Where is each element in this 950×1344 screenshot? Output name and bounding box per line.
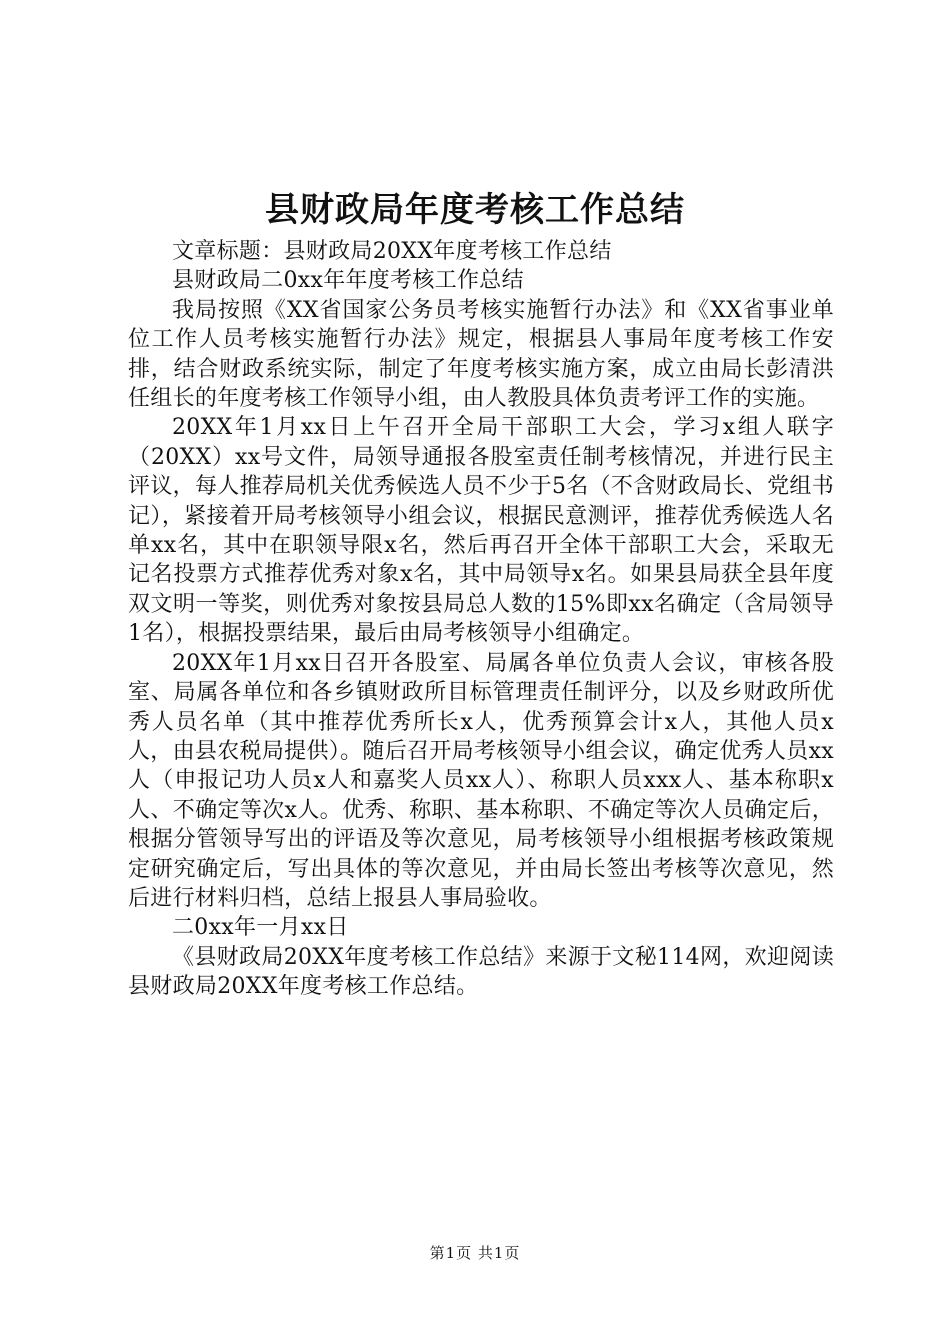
- document-body: [128, 237, 834, 1002]
- source-note: 《县财政局20XX年度考核工作总结》来源于文秘114网，欢迎阅读县财政局20XX年度考核工作总结。: [128, 944, 834, 1000]
- article-title-line: 文章标题：县财政局20XX年度考核工作总结: [172, 239, 612, 264]
- subtitle-line: 县财政局二0xx年年度考核工作总结: [172, 268, 524, 294]
- page-footer: 第1页 共1页: [429, 1244, 521, 1262]
- paragraph-intro: 我局按照《XX省国家公务员考核实施暂行办法》和《XX省事业单位工作人员考核实施暂行办法》规定，根据县人事局年度考核工作安排，结合财政系统实际，制定了年度考核实施方案，成立由局长彭清洪任组长的年度考核工作领导小组，由人教股具体负责考评工作的实施。: [128, 297, 834, 412]
- document-title: 县财政局年度考核工作总结: [265, 190, 685, 230]
- paragraph-department-meeting: 20XX年1月xx日召开各股室、局属各单位负责人会议，审核各股室、局属各单位和各乡镇财政所目标管理责任制评分，以及乡财政所优秀人员名单（其中推荐优秀所长x人，优秀预算会计x人，其他人员x人，由县农税局提供）。随后召开局考核领导小组会议，确定优秀人员xx人（申报记功人员x人和嘉奖人员xx人）、称职人员xxx人、基本称职x人、不确定等次x人。优秀、称职、基本称职、不确定等次人员确定后，根据分管领导写出的评语及等次意见，局考核领导小组根据考核政策规定研究确定后，写出具体的等次意见，并由局长签出考核等次意见，然后进行材料归档，总结上报县人事局验收。: [128, 650, 834, 911]
- date-line: 二0xx年一月xx日: [172, 915, 349, 941]
- paragraph-staff-meeting: 20XX年1月xx日上午召开全局干部职工大会，学习x组人联字（20XX）xx号文件，局领导通报各股室责任制考核情况，并进行民主评议，每人推荐局机关优秀候选人员不少于5名（不含财政局长、党组书记），紧接着开局考核领导小组会议，根据民意测评，推荐优秀候选人名单xx名，其中在职领导限x名，然后再召开全体干部职工大会，采取无记名投票方式推荐优秀对象x名，其中局领导x名。如果县局获全县年度双文明一等奖，则优秀对象按县局总人数的15%即xx名确定（含局领导1名），根据投票结果，最后由局考核领导小组确定。: [128, 415, 834, 647]
